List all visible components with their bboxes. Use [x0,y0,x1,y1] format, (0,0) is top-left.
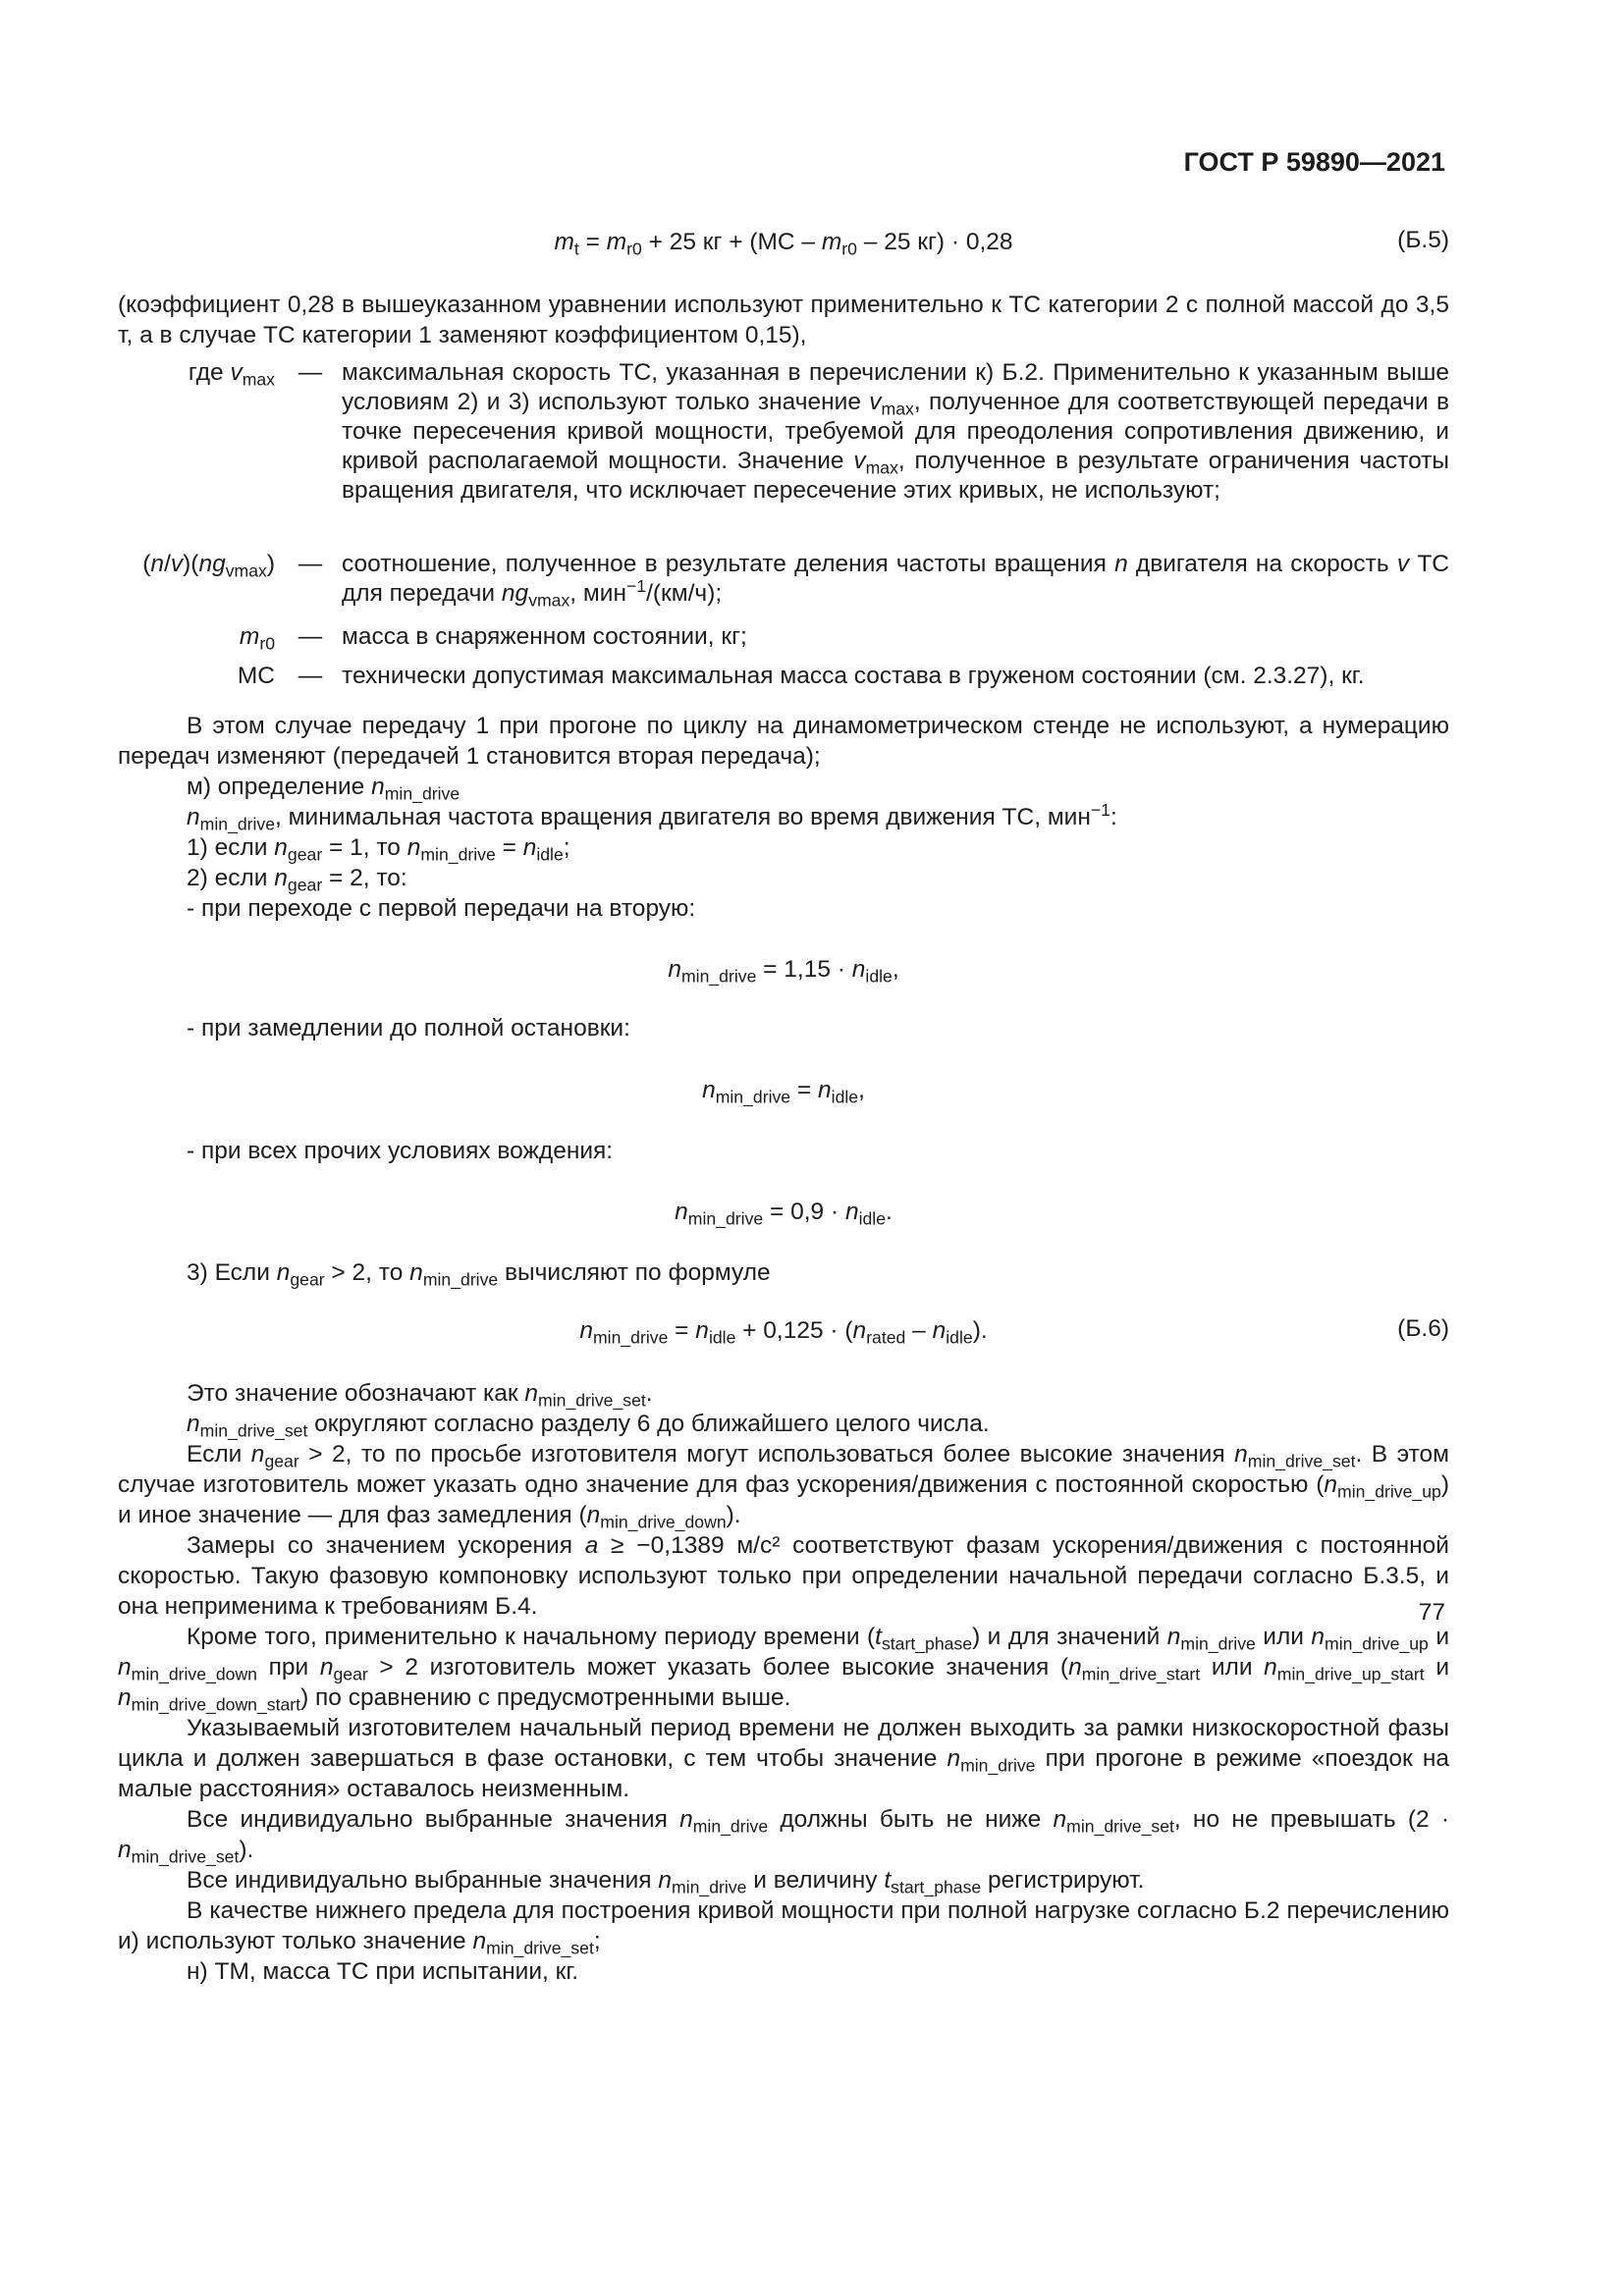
equation-first-to-second: $n_{min\_drive} = 1,15 \cdot n_{idle}$, [668,956,899,987]
equation-b6: $n_{min\_drive} = n_{idle} + 0,125 \cdot (n_{rated} - n_{idle})$. [579,1317,988,1348]
equation-number-b6: (Б.6) [1397,1315,1449,1342]
item-m-label: м) определение [187,774,365,800]
coefficient-note: (коэффициент 0,28 в вышеуказанном уравнении используют применительно к ТС категории 2 с полной массой до 3,5 т, а в случае ТС категории 1 заменяют коэффициентом 0,15), [118,292,1449,348]
definition-vmax-text: максимальная скорость ТС, указанная в перечислении к) Б.2. Применительно к указанным выше условиям 2) и 3) используют только значение [342,359,1449,415]
equation-b5: $m_t = m_{r0} + 25$ кг + ($МС - m_{r0} - 25$ кг) · 0,28 [554,229,1013,259]
case-gear-above-2: 3) Если $n_{gear} > 2$, то $n_{min\_drive}$ вычисляют по формуле [187,1259,771,1290]
equation-number-b5: (Б.5) [1397,227,1449,253]
definition-vmax: где $v_{max}$ — максимальная скорость ТС, указанная в перечислении к) Б.2. Применительно к указанным выше условиям 2) и 3) используют только значение $v_{max}$, полученное для соответствующей передачи в точке пересечения кривой мощности, требуемой для преодоления сопротивления движению, и кривой располагаемой мощности. Значение $v_{max}$, полученное в результате ограничения частоты вращения двигателя, что исключает пересечение этих кривых, не используют; [188,359,1449,504]
body-continuation: Это значение обозначают как $n_{min\_drive\_set}$. $n_{min\_drive\_set}$ округляют согласно разделу 6 до ближайшего целого числа. Если $n_{gear} > 2$, то по просьбе изготовителя могут использоваться более высокие значения $n_{min\_drive\_set}$. В этом случае изготовитель может указать одно значение для фаз ускорения/движения с постоянной скоростью $(n_{min\_drive\_up})$ и иное значение — для фаз замедления $(n_{min\_drive\_down})$. Замеры со значением ускорения a ≥ −0,1389 м/с² соответствуют фазам ускорения/движения с постоянной скоростью. Такую фазовую компоновку используют только при определении начальной передачи согласно Б.3.5, и она неприменима к требованиям Б.4. Кроме того, применительно к начальному периоду времени $(t_{start\_phase})$ и для значений $n_{min\_drive}$ или $n_{min\_drive\_up}$ и $n_{min\_drive\_down}$ при $n_{gear} > 2$ изготовитель может указать более высокие значения ($n_{min\_drive\_start}$ или $n_{min\_drive\_up\_start}$ и $n_{min\_drive\_down\_start}$) по сравнению с предусмотренными выше. Указываемый изготовителем начальный период времени не должен выходить за рамки низкоскоростной фазы цикла и должен завершаться в фазе остановки, с тем чтобы значение $n_{min\_drive}$ при прогоне в режиме «поездок на малые расстояния» оставалось неизменным. Все индивидуально выбранные значения $n_{min\_drive}$ должны быть не ниже $n_{min\_drive\_set}$, но не превышать $(2 \cdot n_{min\_drive\_set})$. Все индивидуально выбранные значения $n_{min\_drive}$ и величину $t_{start\_phase}$ регистрируют. В качестве нижнего предела для построения кривой мощности при полной нагрузке согласно Б.2 перечислению и) используют только значение $n_{min\_drive\_set}$; н) ТМ, масса ТС при испытании, кг. [118,1380,1450,1985]
item-m-block: м) определение $n_{min\_drive}$ $n_{min\_drive}$, минимальная частота вращения двигателя во время движения ТС, мин$^{-1}$: 1) если $n_{gear} = 1$, то $n_{min\_drive} = n_{idle}$; 2) если $n_{gear} = 2$, то: - при переходе с первой передачи на вторую: [187,772,1449,924]
definition-ratio-text: соотношение, полученное в результате деления частоты вращения [342,551,1107,577]
case-other: - при всех прочих условиях вождения: [187,1138,614,1164]
page-number: 77 [1418,1599,1445,1626]
definition-mc: МС — технически допустимая максимальная масса состава в груженом состоянии (см. 2.3.27), кг. [237,663,1365,689]
gear1-note: В этом случае передачу 1 при прогоне по циклу на динамометрическом стенде не используют, а нумерацию передач изменяют (передачей 1 становится вторая передача); [118,713,1449,770]
item-n: н) ТМ, масса ТС при испытании, кг. [187,1958,579,1985]
definition-ratio: $(n/v)(ng_{vmax})$ — соотношение, полученное в результате деления частоты вращения n двигателя на скорость v ТС для передачи $ng_{vmax}$, мин$^{-1}$/(км/ч); [142,551,1449,611]
document-header: ГОСТ Р 59890—2021 [1183,147,1445,177]
case-first-to-second: - при переходе с первой передачи на вторую: [187,895,696,922]
case-decel: - при замедлении до полной остановки: [187,1015,630,1041]
definition-mr0: $m_{r0}$ — масса в снаряженном состоянии, кг; [239,623,747,654]
equation-other: $n_{min\_drive} = 0,9 \cdot n_{idle}$. [675,1199,893,1229]
equation-decel: $n_{min\_drive} = n_{idle}$, [702,1077,865,1107]
